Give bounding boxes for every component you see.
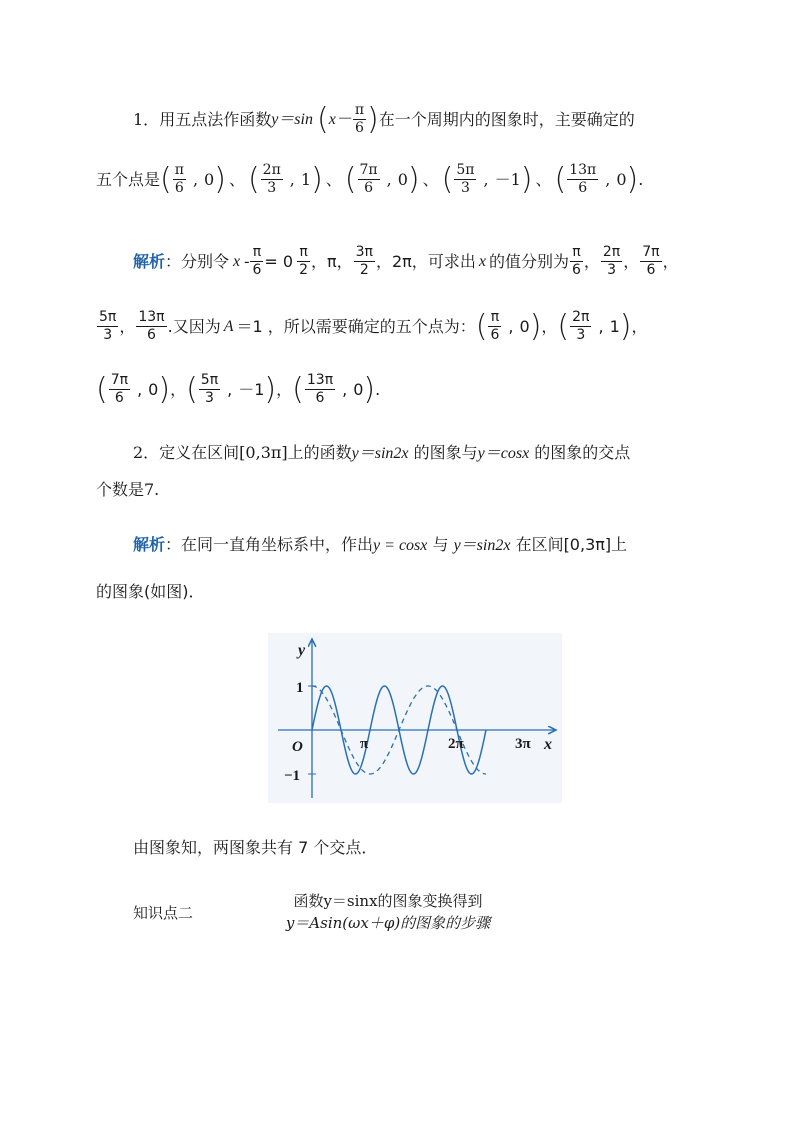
q1-point-1: ( $\frac{\pi}{6}$ , 0 ) [160, 161, 226, 197]
q2-line2: 个数是7. [96, 480, 160, 499]
q1-line2: 五个点是 ( $\frac{\pi}{6}$ , 0 ) 、 ( $\frac{2\pi}{3}$ , 1 ) 、 ( $\frac{7\pi}{6}$ , 0 ) 、 ( $\frac{5\pi}{3}$ , －1 ) 、 ( $\frac{13\pi}{6}$ , 0 ) . [96, 161, 644, 197]
tick-pi: π [360, 736, 369, 752]
q1-stem-a: 用五点法作函数 [159, 109, 272, 129]
graph-svg [268, 633, 562, 803]
knowledge-title-line1: 函数y＝sinx的图象变换得到 [293, 892, 483, 910]
q2-line1: 2．定义在区间[0,3π]上的函数y＝sin2x 的图象与y＝cosx 的图象的交点 [133, 443, 631, 462]
graph-figure [268, 633, 562, 803]
q1-func-arg-x: x－ [328, 110, 352, 128]
tick-2pi: 2π [448, 736, 464, 752]
knowledge-title [258, 890, 518, 934]
q1-line1 [133, 102, 635, 137]
q1-stem-c: 五个点是 [96, 169, 161, 189]
q1-func: y＝sin [271, 110, 313, 128]
sol2-line1: 解析：在同一直角坐标系中，作出y = cosx 与 y＝sin2x 在区间[0,3π]上 [133, 535, 628, 554]
q1-point-2: ( $\frac{2\pi}{3}$ , 1 ) [247, 161, 323, 197]
q1-point-3: ( $\frac{7\pi}{6}$ , 0 ) [344, 161, 420, 197]
sol1-line1: 解析 ： 分别令 x - $\frac{\pi}{6}$ = 0 $\frac{\pi}{2}$ ，π， $\frac{3\pi}{2}$ ，2π， 可求出 x 的值分别为 $\frac{\pi}{6}$ ， $\frac{2\pi}{3}$ ， $\frac{7\pi}{6}$ ， [133, 244, 679, 278]
sol1-label: 解析 [133, 251, 166, 271]
q1-number: 1． [133, 109, 160, 129]
q1-stem-b: 在一个周期内的图象时，主要确定的 [378, 109, 635, 129]
tick-3pi: 3π [515, 736, 531, 752]
conclusion: 由图象知，两图象共有 7 个交点． [133, 838, 378, 857]
frac-den: 6 [354, 120, 364, 136]
q1-point-4: ( $\frac{5\pi}{3}$ , －1 ) [441, 161, 533, 197]
q1-point-5: ( $\frac{13\pi}{6}$ , 0 ) [554, 161, 639, 197]
sol2-line2: 的图象(如图)． [96, 582, 205, 601]
y-axis-label: y [298, 642, 306, 659]
frac-num: π [354, 102, 365, 118]
knowledge-title-line2: y＝Asin(ωx＋φ)的图象的步骤 [285, 914, 491, 932]
tick-1: 1 [296, 680, 304, 696]
sol1-text-a: 分别令 [181, 251, 230, 271]
sol1-line3: ( $\frac{7\pi}{6}$ , 0 ) ， ( $\frac{5\pi}{3}$ , －1 ) ， ( $\frac{13\pi}{6}$ , 0 ) . [96, 371, 381, 407]
left-paren: ( [316, 101, 329, 137]
x-axis-label: x [544, 736, 552, 753]
q1-func-arg [317, 102, 379, 137]
sol1-line2: $\frac{5\pi}{3}$ ， $\frac{13\pi}{6}$ .又因为 A ＝1 ，所以需要确定的五个点为： ( $\frac{\pi}{6}$ , 0 ) ， ( $\frac{2\pi}{3}$ , 1 ) ， [99, 308, 648, 344]
origin-label: O [292, 739, 303, 755]
tick-minus1: −1 [284, 768, 301, 784]
knowledge-label: 知识点二 [133, 904, 194, 922]
right-paren: ) [367, 101, 379, 137]
q1-func-frac [353, 102, 366, 137]
sol2-label: 解析 [133, 535, 166, 554]
